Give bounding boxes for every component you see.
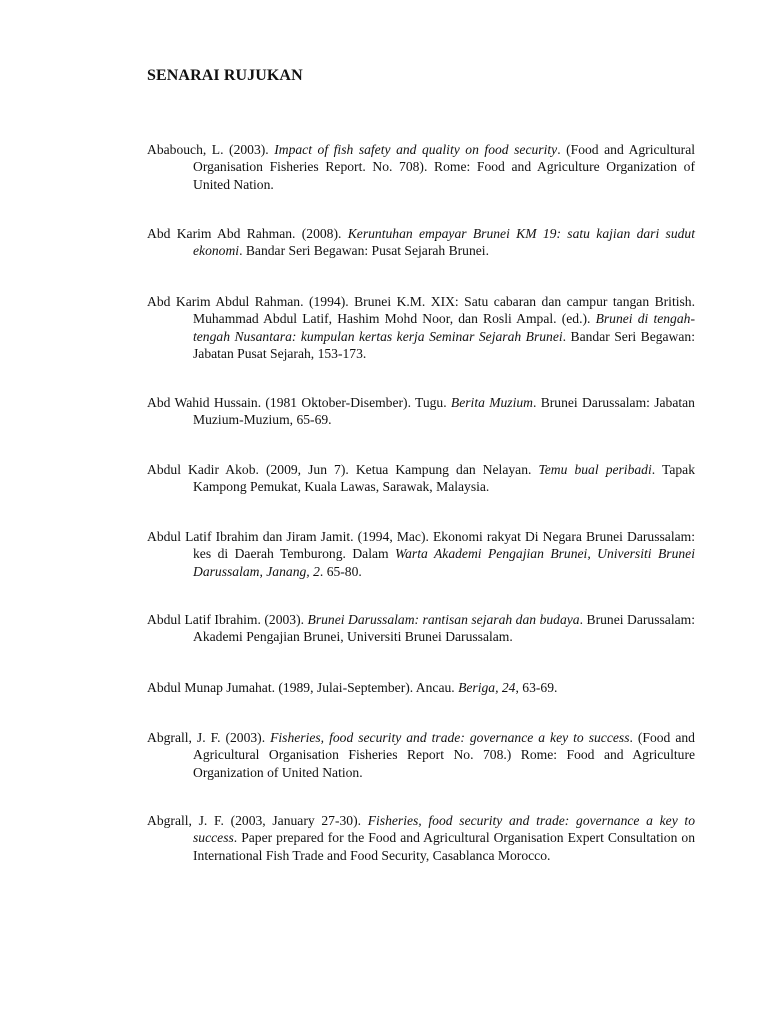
reference-text: Abdul Kadir Akob. (2009, Jun 7). Ketua Kampung dan Nelayan. — [147, 462, 539, 477]
reference-text: . Brunei Darussalam: Jabatan Muzium-Muzium, 65-69. — [193, 395, 695, 428]
reference-italic-title: Brunei Darussalam: rantisan sejarah dan budaya — [307, 612, 580, 627]
reference-text: . Paper prepared for the Food and Agricultural Organisation Expert Consultation on International Fish Trade and Food Security, Casablanca Morocco. — [193, 830, 695, 863]
reference-text: . Brunei Darussalam: Akademi Pengajian Brunei, Universiti Brunei Darussalam. — [193, 612, 695, 645]
reference-text: . (Food and Agricultural Organisation Fisheries Report. No. 708). Rome: Food and Agriculture Organization of United Nation. — [193, 142, 695, 192]
reference-entry — [147, 293, 695, 362]
page-title: SENARAI RUJUKAN — [147, 67, 303, 84]
reference-text: . 65-80. — [319, 563, 362, 579]
reference-text: Abdul Latif Ibrahim. (2003). — [147, 612, 308, 627]
reference-text: Ababouch, L. (2003). — [147, 142, 275, 157]
reference-italic-title: Brunei di tengah-tengah Nusantara: kumpulan kertas kerja Seminar Sejarah Brunei — [193, 311, 695, 344]
reference-text: Abd Wahid Hussain. (1981 Oktober-Disember). Tugu. — [147, 395, 451, 410]
reference-italic-title: Warta Akademi Pengajian Brunei, Universiti Brunei Darussalam, Janang, 2 — [193, 546, 695, 579]
reference-text: Abdul Latif Ibrahim dan Jiram Jamit. (1994, Mac). Ekonomi rakyat Di Negara Brunei Darussalam: kes di Daerah Temburong. Dalam — [147, 529, 695, 562]
reference-italic-title: Temu bual peribadi — [538, 462, 652, 477]
reference-text: Abd Karim Abdul Rahman. (1994). Brunei K.M. XIX: Satu cabaran dan campur tangan British. Muhammad Abdul Latif, Hashim Mohd Noor, dan Rosli Ampal. (ed.). — [147, 294, 695, 327]
reference-text: Abdul Munap Jumahat. (1989, Julai-September). Ancau. — [147, 680, 459, 695]
reference-entry — [147, 729, 695, 781]
reference-entry — [147, 225, 695, 260]
reference-entry — [147, 528, 695, 580]
reference-text: Abd Karim Abd Rahman. (2008). — [147, 226, 348, 241]
reference-entry — [147, 679, 695, 696]
reference-entry — [147, 141, 695, 193]
reference-italic-title: Keruntuhan empayar Brunei KM 19: satu kajian dari sudut ekonomi — [193, 226, 696, 259]
reference-entry — [147, 461, 695, 496]
reference-italic-title: Berita Muzium — [450, 395, 533, 410]
reference-text: . Bandar Seri Begawan: Pusat Sejarah Brunei. — [239, 243, 489, 259]
reference-text: Abgrall, J. F. (2003). — [147, 730, 271, 745]
reference-entry — [147, 611, 695, 646]
reference-text: . (Food and Agricultural Organisation Fisheries Report No. 708.) Rome: Food and Agriculture Organization of United Nation. — [193, 730, 695, 780]
reference-entry — [147, 394, 695, 429]
reference-text: Abgrall, J. F. (2003, January 27-30). — [147, 813, 368, 828]
reference-text: . Tapak Kampong Pemukat, Kuala Lawas, Sarawak, Malaysia. — [193, 462, 695, 495]
reference-italic-title: Impact of fish safety and quality on food security — [274, 142, 558, 157]
reference-text: , 63-69. — [515, 680, 558, 695]
reference-italic-title: Beriga, 24 — [458, 680, 516, 695]
reference-italic-title: Fisheries, food security and trade: governance a key to success — [270, 730, 630, 745]
reference-text: . Bandar Seri Begawan: Jabatan Pusat Sejarah, 153-173. — [193, 328, 695, 361]
reference-italic-title: Fisheries, food security and trade: governance a key to success — [193, 813, 695, 846]
reference-entry — [147, 812, 695, 864]
